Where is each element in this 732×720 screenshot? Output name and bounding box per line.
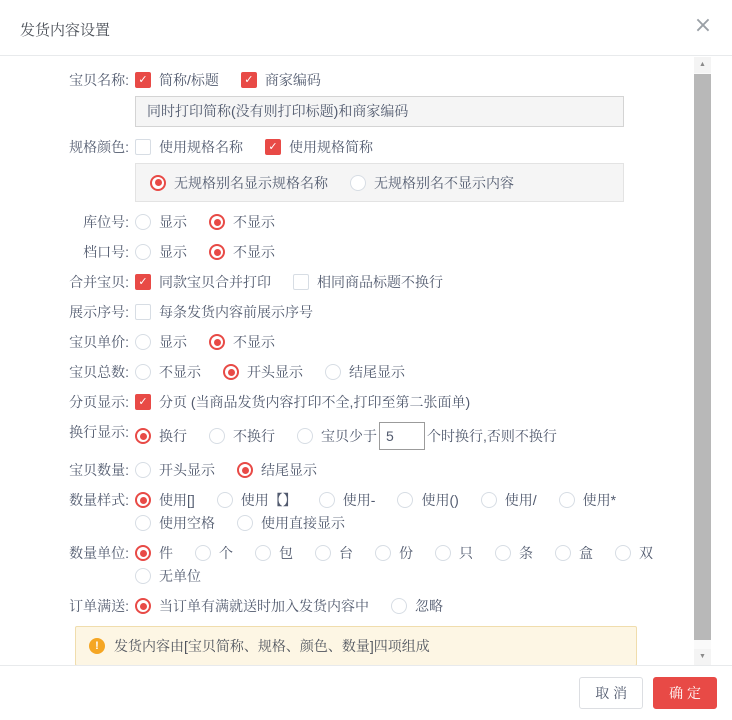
form-row-line-wrap: [0, 422, 692, 450]
line-wrap-option-label-1: 不换行: [233, 428, 275, 444]
radio-icon: [559, 492, 575, 508]
radio-icon: [391, 598, 407, 614]
quantity-unit-option-6[interactable]: [495, 543, 533, 563]
line-wrap-content: [129, 422, 692, 450]
item-quantity-option-1[interactable]: [237, 460, 317, 480]
order-gift-option-1[interactable]: [391, 596, 443, 616]
spec-color-sub-option-label-0: 无规格别名显示规格名称: [174, 174, 328, 191]
total-count-option-2[interactable]: [325, 362, 405, 382]
spec-color-sub-option-0[interactable]: [150, 173, 328, 193]
stall-no-option-1[interactable]: [209, 242, 275, 262]
radio-icon: [350, 175, 366, 191]
show-index-label: 展示序号:: [69, 304, 129, 320]
checkbox-icon: ✓: [265, 139, 281, 155]
quantity-unit-option-label-6: 条: [519, 545, 533, 561]
spec-color-content: [129, 137, 692, 202]
spec-color-sub-panel: [135, 163, 624, 202]
quantity-style-line-1: [135, 513, 692, 533]
radio-icon: [319, 492, 335, 508]
scroll-down-icon[interactable]: ▼: [694, 649, 711, 665]
total-count-option-label-2: 结尾显示: [349, 364, 405, 380]
merge-items-line-0: [135, 272, 692, 292]
scroll-up-icon[interactable]: ▲: [694, 57, 711, 73]
storage-no-option-label-1: 不显示: [233, 214, 275, 230]
quantity-style-option-label-4: 使用/: [504, 492, 537, 508]
form-row-spec-color: [0, 137, 692, 202]
form-rows: [0, 70, 692, 616]
product-name-content: [129, 70, 692, 127]
radio-icon: [135, 598, 151, 614]
total-count-label: 宝贝总数:: [69, 364, 129, 380]
spec-color-option-0[interactable]: [135, 137, 243, 157]
quantity-unit-option-7[interactable]: [555, 543, 593, 563]
product-name-option-0[interactable]: [135, 70, 219, 90]
quantity-style-option-10[interactable]: [135, 513, 215, 533]
quantity-style-option-5[interactable]: [559, 490, 616, 510]
show-index-line-0: [135, 302, 692, 322]
radio-dot: [242, 467, 249, 474]
item-quantity-content: [129, 460, 692, 480]
radio-icon: [375, 545, 391, 561]
quantity-unit-option-label-10: 无单位: [159, 568, 201, 584]
dialog-body: [0, 57, 732, 665]
quantity-style-line-0: [135, 490, 692, 510]
merge-items-option-1[interactable]: [293, 272, 443, 292]
quantity-unit-option-label-8: 双: [639, 545, 653, 561]
unit-price-option-label-1: 不显示: [233, 334, 275, 350]
quantity-unit-option-0[interactable]: [135, 543, 173, 563]
quantity-style-option-label-11: 使用直接显示: [261, 515, 345, 531]
pagination-option-0[interactable]: [135, 392, 470, 412]
radio-icon: [237, 515, 253, 531]
product-name-option-1[interactable]: [241, 70, 321, 90]
radio-icon: [195, 545, 211, 561]
dialog-footer: [0, 665, 732, 720]
radio-icon: [135, 515, 151, 531]
storage-no-option-0[interactable]: [135, 212, 187, 232]
quantity-style-option-2[interactable]: [319, 490, 376, 510]
radio-dot: [140, 497, 147, 504]
stall-no-option-label-1: 不显示: [233, 244, 275, 260]
spec-color-label: 规格颜色:: [69, 139, 129, 155]
radio-icon: [135, 364, 151, 380]
quantity-unit-option-5[interactable]: [435, 543, 473, 563]
form-row-stall-no: [0, 242, 692, 262]
line-wrap-option-label-2: 宝贝少于: [321, 428, 377, 444]
quantity-unit-line-1: [135, 566, 692, 586]
total-count-line-0: [135, 362, 692, 382]
show-index-option-0[interactable]: [135, 302, 313, 322]
form-row-item-quantity: [0, 460, 692, 480]
stall-no-label: 档口号:: [83, 244, 129, 260]
quantity-unit-option-label-3: 台: [339, 545, 353, 561]
radio-icon: [615, 545, 631, 561]
form-row-total-count: [0, 362, 692, 382]
stall-no-option-0[interactable]: [135, 242, 187, 262]
item-quantity-option-label-0: 开头显示: [159, 462, 215, 478]
order-gift-option-0[interactable]: [135, 596, 369, 616]
unit-price-option-1[interactable]: [209, 332, 275, 352]
item-quantity-line-0: [135, 460, 692, 480]
radio-icon: [315, 545, 331, 561]
checkbox-icon: ✓: [135, 274, 151, 290]
quantity-style-option-3[interactable]: [397, 490, 458, 510]
order-gift-content: [129, 596, 692, 616]
quantity-style-option-label-1: 使用【】: [240, 492, 297, 508]
form-row-pagination: [0, 392, 692, 412]
radio-dot: [140, 433, 147, 440]
quantity-unit-label: 数量单位:: [69, 545, 129, 561]
spec-color-sub-option-1[interactable]: [350, 173, 514, 193]
quantity-style-option-label-2: 使用-: [342, 492, 376, 508]
pagination-label: 分页显示:: [69, 394, 129, 410]
product-name-option-label-0: 简称/标题: [159, 72, 219, 88]
line-wrap-option-1[interactable]: [209, 426, 275, 446]
scrollbar-thumb[interactable]: [694, 74, 711, 640]
quantity-style-content: [129, 490, 692, 533]
checkbox-icon: ✓: [241, 72, 257, 88]
radio-icon: [481, 492, 497, 508]
item-quantity-option-label-1: 结尾显示: [261, 462, 317, 478]
radio-icon: [135, 428, 151, 444]
storage-no-label: 库位号:: [83, 214, 129, 230]
radio-icon: [135, 545, 151, 561]
radio-icon: [435, 545, 451, 561]
unit-price-option-label-0: 显示: [159, 334, 187, 350]
quantity-unit-option-3[interactable]: [315, 543, 353, 563]
spec-color-option-label-1: 使用规格简称: [289, 139, 373, 155]
quantity-style-option-11[interactable]: [237, 513, 345, 533]
radio-icon: [237, 462, 253, 478]
quantity-unit-option-10[interactable]: [135, 566, 201, 586]
product-name-description-input[interactable]: 同时打印简称(没有则打印标题)和商家编码: [135, 96, 624, 127]
total-count-option-0[interactable]: [135, 362, 201, 382]
product-name-label: 宝贝名称:: [69, 72, 129, 88]
checkbox-icon: ✓: [135, 72, 151, 88]
show-index-content: [129, 302, 692, 322]
storage-no-line-0: [135, 212, 692, 232]
quantity-unit-option-4[interactable]: [375, 543, 413, 563]
order-gift-label: 订单满送:: [69, 598, 129, 614]
pagination-content: [129, 392, 692, 412]
spec-color-line-0: [135, 137, 692, 157]
spec-color-sub-option-label-1: 无规格别名不显示内容: [374, 174, 514, 191]
order-gift-option-label-0: 当订单有满就送时加入发货内容中: [159, 598, 369, 614]
spec-color-option-label-0: 使用规格名称: [159, 139, 243, 155]
radio-icon: [325, 364, 341, 380]
spec-color-option-1[interactable]: [265, 137, 373, 157]
show-index-option-label-0: 每条发货内容前展示序号: [159, 304, 313, 320]
quantity-style-option-label-5: 使用*: [582, 492, 617, 508]
merge-items-option-label-0: 同款宝贝合并打印: [159, 274, 271, 290]
order-gift-option-label-1: 忽略: [415, 598, 443, 614]
line-wrap-line-0: [135, 422, 692, 450]
quantity-unit-option-label-7: 盒: [579, 545, 593, 561]
merge-items-option-label-1: 相同商品标题不换行: [317, 274, 443, 290]
radio-icon: [555, 545, 571, 561]
dialog-title: 发货内容设置: [20, 22, 111, 39]
form-row-show-index: [0, 302, 692, 322]
form-row-product-name: [0, 70, 692, 127]
storage-no-option-label-0: 显示: [159, 214, 187, 230]
quantity-style-option-4[interactable]: [481, 490, 537, 510]
dialog-header: [0, 0, 732, 56]
radio-dot: [155, 179, 162, 186]
line-wrap-option-2[interactable]: [297, 426, 377, 446]
quantity-style-option-label-10: 使用空格: [159, 515, 215, 531]
radio-dot: [214, 219, 221, 226]
radio-icon: [135, 214, 151, 230]
line-wrap-count-input[interactable]: [379, 422, 425, 450]
stall-no-line-0: [135, 242, 692, 262]
radio-icon: [135, 568, 151, 584]
form-row-unit-price: [0, 332, 692, 352]
radio-dot: [140, 603, 147, 610]
merge-items-label: 合并宝贝:: [69, 274, 129, 290]
quantity-unit-option-label-4: 份: [399, 545, 413, 561]
form-row-quantity-unit: [0, 543, 692, 586]
form-row-storage-no: [0, 212, 692, 232]
quantity-unit-option-label-1: 个: [219, 545, 233, 561]
merge-items-option-0[interactable]: [135, 272, 271, 292]
quantity-style-option-label-3: 使用(): [421, 492, 459, 508]
storage-no-option-1[interactable]: [209, 212, 275, 232]
radio-dot: [228, 369, 235, 376]
radio-dot: [140, 550, 147, 557]
total-count-option-label-1: 开头显示: [247, 364, 303, 380]
product-name-option-label-1: 商家编码: [264, 72, 321, 88]
line-wrap-option-0[interactable]: [135, 426, 187, 446]
quantity-unit-option-1[interactable]: [195, 543, 233, 563]
line-wrap-option-label-0: 换行: [159, 428, 187, 444]
notice-text: 发货内容由[宝贝简称、规格、颜色、数量]四项组成: [114, 638, 430, 654]
radio-icon: [217, 492, 233, 508]
checkbox-icon: [293, 274, 309, 290]
item-quantity-option-0[interactable]: [135, 460, 215, 480]
radio-icon: [255, 545, 271, 561]
radio-icon: [223, 364, 239, 380]
form-row-merge-items: [0, 272, 692, 292]
radio-icon: [135, 244, 151, 260]
total-count-option-label-0: 不显示: [159, 364, 201, 380]
quantity-style-option-1[interactable]: [217, 490, 297, 510]
radio-icon: [297, 428, 313, 444]
notice-box: [75, 626, 637, 665]
radio-dot: [214, 339, 221, 346]
radio-icon: [135, 462, 151, 478]
form-row-order-gift: [0, 596, 692, 616]
quantity-unit-option-8[interactable]: [615, 543, 653, 563]
pagination-option-label-0: 分页 (当商品发货内容打印不全,打印至第二张面单): [159, 394, 471, 410]
radio-icon: [209, 334, 225, 350]
unit-price-line-0: [135, 332, 692, 352]
line-wrap-label: 换行显示:: [69, 424, 129, 440]
warning-icon: !: [89, 638, 105, 654]
quantity-style-label: 数量样式:: [69, 492, 129, 508]
merge-items-content: [129, 272, 692, 292]
stall-no-option-label-0: 显示: [159, 244, 187, 260]
cancel-button[interactable]: 取 消: [579, 677, 643, 709]
radio-icon: [135, 334, 151, 350]
radio-icon: [209, 244, 225, 260]
radio-icon: [397, 492, 413, 508]
unit-price-option-0[interactable]: [135, 332, 187, 352]
order-gift-line-0: [135, 596, 692, 616]
radio-icon: [209, 428, 225, 444]
close-icon[interactable]: ×: [693, 13, 713, 38]
checkbox-icon: [135, 139, 151, 155]
quantity-unit-line-0: [135, 543, 692, 563]
scrollbar-track[interactable]: [694, 57, 711, 665]
quantity-unit-option-label-2: 包: [279, 545, 293, 561]
quantity-unit-option-label-0: 件: [159, 545, 173, 561]
quantity-unit-option-label-5: 只: [459, 545, 473, 561]
checkbox-icon: ✓: [135, 394, 151, 410]
confirm-button[interactable]: 确 定: [653, 677, 717, 709]
radio-icon: [150, 175, 166, 191]
product-name-line-0: [135, 70, 692, 90]
line-wrap-suffix-text: 个时换行,否则不换行: [427, 428, 557, 444]
quantity-style-option-0[interactable]: [135, 490, 195, 510]
unit-price-content: [129, 332, 692, 352]
radio-dot: [214, 249, 221, 256]
item-quantity-label: 宝贝数量:: [69, 462, 129, 478]
pagination-line-0: [135, 392, 692, 412]
radio-icon: [495, 545, 511, 561]
quantity-unit-option-2[interactable]: [255, 543, 293, 563]
radio-icon: [135, 492, 151, 508]
total-count-content: [129, 362, 692, 382]
total-count-option-1[interactable]: [223, 362, 303, 382]
quantity-unit-content: [129, 543, 692, 586]
checkbox-icon: [135, 304, 151, 320]
stall-no-content: [129, 242, 692, 262]
quantity-style-option-label-0: 使用[]: [159, 492, 195, 508]
unit-price-label: 宝贝单价:: [69, 334, 129, 350]
form-row-quantity-style: [0, 490, 692, 533]
radio-icon: [209, 214, 225, 230]
storage-no-content: [129, 212, 692, 232]
